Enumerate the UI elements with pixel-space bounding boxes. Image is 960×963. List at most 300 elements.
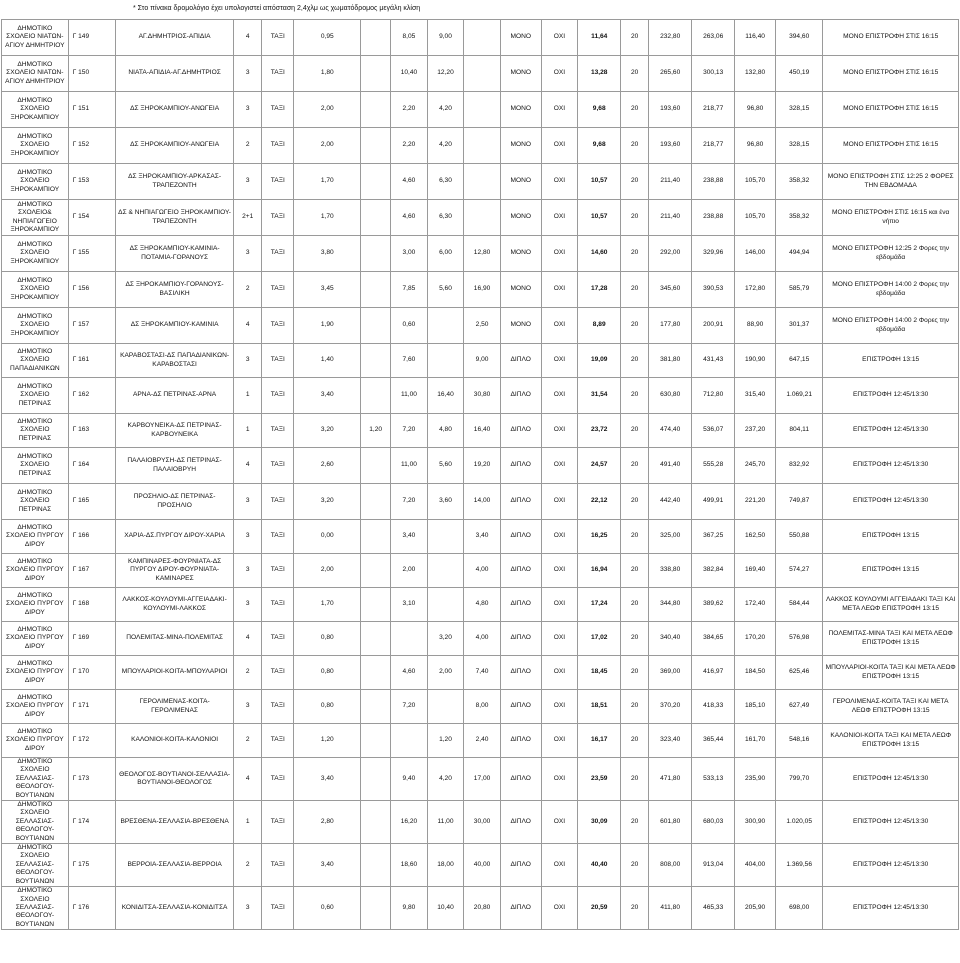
cell-cost-3: 96,80 <box>735 92 776 128</box>
table-row <box>2 414 959 448</box>
cell-vehicle: ΤΑΞΙ <box>262 56 294 92</box>
cell-cost-4: 1.069,21 <box>776 378 823 414</box>
cell-dist-4 <box>427 588 464 622</box>
cell-dist-1: 1,70 <box>294 200 361 236</box>
cell-daily-km: 10,57 <box>578 164 621 200</box>
cell-cost-4: 328,15 <box>776 128 823 164</box>
cell-cost-4: 550,88 <box>776 520 823 554</box>
cell-route: ΓΕΡΟΛΙΜΕΝΑΣ-ΚΟΙΤΑ-ΓΕΡΟΛΙΜΕΝΑΣ <box>115 690 233 724</box>
cell-code: Γ 162 <box>68 378 115 414</box>
cell-notes: ΚΑΛΟΝΙΟΙ-ΚΟΙΤΑ ΤΑΞΙ ΚΑΙ ΜΕΤΑ ΛΕΩΦ ΕΠΙΣΤΡΟΦΗ 13:15 <box>823 724 959 758</box>
cell-cost-2: 536,07 <box>692 414 735 448</box>
cell-route: ΧΑΡΙΑ-ΔΣ.ΠΥΡΓΟΥ ΔΙΡΟΥ-ΧΑΡΙΑ <box>115 520 233 554</box>
cell-route: ΚΟΝΙΔΙΤΣΑ-ΣΕΛΛΑΣΙΑ-ΚΟΝΙΔΙΤΣΑ <box>115 887 233 930</box>
cell-cost-2: 533,13 <box>692 758 735 801</box>
cell-days: 20 <box>621 378 649 414</box>
cell-dist-5: 2,50 <box>464 308 501 344</box>
cell-dist-3 <box>391 622 428 656</box>
cell-dist-1: 3,80 <box>294 236 361 272</box>
cell-school: ΔΗΜΟΤΙΚΟ ΣΧΟΛΕΙΟ ΠΕΤΡΙΝΑΣ <box>2 414 69 448</box>
cell-cost-3: 162,50 <box>735 520 776 554</box>
cell-school: ΔΗΜΟΤΙΚΟ ΣΧΟΛΕΙΟ ΠΕΤΡΙΝΑΣ <box>2 378 69 414</box>
cell-trip-kind: ΔΙΠΛΟ <box>500 622 541 656</box>
cell-dist-5 <box>464 92 501 128</box>
cell-trip-kind: ΜΟΝΟ <box>500 236 541 272</box>
cell-cost-1: 411,80 <box>649 887 692 930</box>
cell-cost-1: 474,40 <box>649 414 692 448</box>
table-row <box>2 378 959 414</box>
cell-vehicle: ΤΑΞΙ <box>262 448 294 484</box>
cell-code: Γ 151 <box>68 92 115 128</box>
cell-cost-1: 630,80 <box>649 378 692 414</box>
cell-vehicle: ΤΑΞΙ <box>262 128 294 164</box>
cell-cost-3: 96,80 <box>735 128 776 164</box>
cell-cost-2: 389,62 <box>692 588 735 622</box>
cell-cost-4: 647,15 <box>776 344 823 378</box>
cell-cost-2: 416,97 <box>692 656 735 690</box>
cell-daily-km: 14,60 <box>578 236 621 272</box>
cell-dist-2 <box>361 622 391 656</box>
cell-dist-5: 30,00 <box>464 801 501 844</box>
cell-trip-kind: ΔΙΠΛΟ <box>500 448 541 484</box>
cell-route: ΒΡΕΣΘΕΝΑ-ΣΕΛΛΑΣΙΑ-ΒΡΕΣΘΕΝΑ <box>115 801 233 844</box>
cell-dist-4: 4,20 <box>427 128 464 164</box>
cell-dist-5: 20,80 <box>464 887 501 930</box>
cell-cost-1: 601,80 <box>649 801 692 844</box>
cell-trip-kind: ΔΙΠΛΟ <box>500 414 541 448</box>
cell-cost-1: 323,40 <box>649 724 692 758</box>
cell-trip-kind: ΜΟΝΟ <box>500 128 541 164</box>
cell-cost-2: 499,91 <box>692 484 735 520</box>
cell-days: 20 <box>621 554 649 588</box>
cell-route: ΝΙΑΤΑ-ΑΠΙΔΙΑ-ΑΓ.ΔΗΜΗΤΡΙΟΣ <box>115 56 233 92</box>
cell-trip-kind: ΔΙΠΛΟ <box>500 844 541 887</box>
cell-dist-2 <box>361 554 391 588</box>
cell-cost-4: 584,44 <box>776 588 823 622</box>
cell-count: 2 <box>234 844 262 887</box>
cell-count: 1 <box>234 414 262 448</box>
cell-vehicle: ΤΑΞΙ <box>262 92 294 128</box>
cell-notes: ΜΟΝΟ ΕΠΙΣΤΡΟΦΗ 12:25 2 Φορες την εβδομάδα <box>823 236 959 272</box>
cell-dist-3: 4,60 <box>391 656 428 690</box>
cell-code: Γ 172 <box>68 724 115 758</box>
cell-flag: ΟΧΙ <box>541 344 578 378</box>
cell-trip-kind: ΔΙΠΛΟ <box>500 887 541 930</box>
table-row <box>2 520 959 554</box>
cell-dist-3: 2,20 <box>391 92 428 128</box>
cell-daily-km: 23,72 <box>578 414 621 448</box>
cell-flag: ΟΧΙ <box>541 56 578 92</box>
cell-days: 20 <box>621 801 649 844</box>
cell-cost-1: 442,40 <box>649 484 692 520</box>
cell-cost-2: 555,28 <box>692 448 735 484</box>
cell-cost-4: 627,49 <box>776 690 823 724</box>
cell-cost-3: 146,00 <box>735 236 776 272</box>
cell-cost-4: 1.369,56 <box>776 844 823 887</box>
cell-cost-1: 808,00 <box>649 844 692 887</box>
cell-code: Γ 176 <box>68 887 115 930</box>
cell-dist-1: 3,20 <box>294 484 361 520</box>
cell-daily-km: 16,25 <box>578 520 621 554</box>
cell-dist-1: 2,80 <box>294 801 361 844</box>
cell-dist-2 <box>361 588 391 622</box>
cell-daily-km: 24,57 <box>578 448 621 484</box>
cell-dist-2 <box>361 20 391 56</box>
cell-cost-3: 116,40 <box>735 20 776 56</box>
cell-notes: ΛΑΚΚΟΣ ΚΟΥΛΟΥΜΙ ΑΓΓΕΙΑΔΑΚΙ ΤΑΞΙ ΚΑΙ ΜΕΤΑ ΛΕΩΦ ΕΠΙΣΤΡΟΦΗ 13:15 <box>823 588 959 622</box>
cell-dist-4 <box>427 344 464 378</box>
cell-dist-4: 6,30 <box>427 200 464 236</box>
cell-count: 4 <box>234 448 262 484</box>
cell-dist-2 <box>361 724 391 758</box>
cell-vehicle: ΤΑΞΙ <box>262 236 294 272</box>
cell-dist-1: 1,20 <box>294 724 361 758</box>
cell-daily-km: 31,54 <box>578 378 621 414</box>
cell-dist-3: 3,10 <box>391 588 428 622</box>
cell-cost-3: 190,90 <box>735 344 776 378</box>
cell-cost-4: 450,19 <box>776 56 823 92</box>
cell-flag: ΟΧΙ <box>541 414 578 448</box>
cell-count: 3 <box>234 887 262 930</box>
cell-vehicle: ΤΑΞΙ <box>262 414 294 448</box>
cell-daily-km: 17,28 <box>578 272 621 308</box>
cell-dist-3: 18,60 <box>391 844 428 887</box>
cell-route: ΔΣ ΞΗΡΟΚΑΜΠΙΟΥ-ΚΑΜΙΝΙΑ <box>115 308 233 344</box>
cell-daily-km: 30,09 <box>578 801 621 844</box>
cell-dist-3: 0,60 <box>391 308 428 344</box>
cell-dist-1: 1,70 <box>294 588 361 622</box>
table-row <box>2 20 959 56</box>
cell-route: ΔΣ & ΝΗΠΙΑΓΩΓΕΙΟ ΞΗΡΟΚΑΜΠΙΟΥ-ΤΡΑΠΕΖΟΝΤΗ <box>115 200 233 236</box>
cell-school: ΔΗΜΟΤΙΚΟ ΣΧΟΛΕΙΟ ΞΗΡΟΚΑΜΠΙΟΥ <box>2 92 69 128</box>
cell-count: 4 <box>234 758 262 801</box>
table-row <box>2 448 959 484</box>
cell-days: 20 <box>621 758 649 801</box>
cell-vehicle: ΤΑΞΙ <box>262 887 294 930</box>
cell-notes: ΜΟΝΟ ΕΠΙΣΤΡΟΦΗ ΣΤΙΣ 16:15 <box>823 56 959 92</box>
cell-notes: ΕΠΙΣΤΡΟΦΗ 12:45/13:30 <box>823 484 959 520</box>
cell-vehicle: ΤΑΞΙ <box>262 200 294 236</box>
cell-trip-kind: ΔΙΠΛΟ <box>500 724 541 758</box>
cell-code: Γ 165 <box>68 484 115 520</box>
cell-cost-1: 211,40 <box>649 164 692 200</box>
cell-dist-2 <box>361 484 391 520</box>
cell-cost-3: 404,00 <box>735 844 776 887</box>
cell-cost-1: 292,00 <box>649 236 692 272</box>
cell-days: 20 <box>621 128 649 164</box>
cell-code: Γ 174 <box>68 801 115 844</box>
cell-daily-km: 16,94 <box>578 554 621 588</box>
cell-notes: ΕΠΙΣΤΡΟΦΗ 13:15 <box>823 554 959 588</box>
cell-days: 20 <box>621 414 649 448</box>
cell-route: ΔΣ ΞΗΡΟΚΑΜΠΙΟΥ-ΑΡΚΑΣΑΣ-ΤΡΑΠΕΖΟΝΤΗ <box>115 164 233 200</box>
cell-notes: ΕΠΙΣΤΡΟΦΗ 13:15 <box>823 520 959 554</box>
cell-daily-km: 9,68 <box>578 128 621 164</box>
cell-notes: ΜΟΝΟ ΕΠΙΣΤΡΟΦΗ ΣΤΙΣ 16:15 και ένα νήπιο <box>823 200 959 236</box>
cell-code: Γ 150 <box>68 56 115 92</box>
cell-count: 3 <box>234 520 262 554</box>
cell-count: 3 <box>234 554 262 588</box>
cell-cost-4: 585,79 <box>776 272 823 308</box>
cell-school: ΔΗΜΟΤΙΚΟ ΣΧΟΛΕΙΟ ΞΗΡΟΚΑΜΠΙΟΥ <box>2 272 69 308</box>
cell-vehicle: ΤΑΞΙ <box>262 588 294 622</box>
cell-cost-3: 300,90 <box>735 801 776 844</box>
cell-school: ΔΗΜΟΤΙΚΟ ΣΧΟΛΕΙΟ ΠΥΡΓΟΥ ΔΙΡΟΥ <box>2 690 69 724</box>
cell-school: ΔΗΜΟΤΙΚΟ ΣΧΟΛΕΙΟ ΠΑΠΑΔΙΑΝΙΚΩΝ <box>2 344 69 378</box>
cell-dist-3: 2,00 <box>391 554 428 588</box>
cell-cost-2: 913,04 <box>692 844 735 887</box>
cell-trip-kind: ΜΟΝΟ <box>500 56 541 92</box>
cell-dist-5 <box>464 56 501 92</box>
cell-school: ΔΗΜΟΤΙΚΟ ΣΧΟΛΕΙΟ ΠΕΤΡΙΝΑΣ <box>2 484 69 520</box>
cell-cost-4: 625,46 <box>776 656 823 690</box>
cell-school: ΔΗΜΟΤΙΚΟ ΣΧΟΛΕΙΟ ΞΗΡΟΚΑΜΠΙΟΥ <box>2 128 69 164</box>
cell-dist-5: 3,40 <box>464 520 501 554</box>
cell-dist-1: 2,00 <box>294 128 361 164</box>
cell-count: 1 <box>234 378 262 414</box>
table-row <box>2 887 959 930</box>
cell-route: ΘΕΟΛΟΓΟΣ-ΒΟΥΤΙΑΝΟΙ-ΣΕΛΛΑΣΙΑ-ΒΟΥΤΙΑΝΟΙ-ΘΕΟΛΟΓΟΣ <box>115 758 233 801</box>
cell-vehicle: ΤΑΞΙ <box>262 622 294 656</box>
cell-route: ΠΟΛΕΜΙΤΑΣ-ΜΙΝΑ-ΠΟΛΕΜΙΤΑΣ <box>115 622 233 656</box>
cell-dist-1: 0,80 <box>294 622 361 656</box>
cell-route: ΔΣ ΞΗΡΟΚΑΜΠΙΟΥ-ΑΝΩΓΕΙΑ <box>115 92 233 128</box>
cell-daily-km: 22,12 <box>578 484 621 520</box>
cell-dist-4: 3,60 <box>427 484 464 520</box>
cell-dist-4: 12,20 <box>427 56 464 92</box>
cell-dist-5: 14,00 <box>464 484 501 520</box>
cell-vehicle: ΤΑΞΙ <box>262 801 294 844</box>
cell-dist-1: 3,45 <box>294 272 361 308</box>
cell-count: 4 <box>234 622 262 656</box>
cell-dist-3: 4,60 <box>391 200 428 236</box>
cell-count: 3 <box>234 690 262 724</box>
cell-school: ΔΗΜΟΤΙΚΟ ΣΧΟΛΕΙΟ ΣΕΛΛΑΣΙΑΣ-ΘΕΟΛΟΓΟΥ-ΒΟΥΤΙΑΝΩΝ <box>2 887 69 930</box>
cell-cost-2: 712,80 <box>692 378 735 414</box>
cell-dist-1: 0,00 <box>294 520 361 554</box>
cell-notes: ΕΠΙΣΤΡΟΦΗ 12:45/13:30 <box>823 448 959 484</box>
cell-cost-2: 382,84 <box>692 554 735 588</box>
cell-dist-5: 4,00 <box>464 622 501 656</box>
cell-dist-1: 3,40 <box>294 378 361 414</box>
cell-dist-2 <box>361 520 391 554</box>
cell-dist-4: 16,40 <box>427 378 464 414</box>
cell-cost-2: 300,13 <box>692 56 735 92</box>
cell-notes: ΕΠΙΣΤΡΟΦΗ 12:45/13:30 <box>823 801 959 844</box>
cell-cost-2: 263,06 <box>692 20 735 56</box>
cell-code: Γ 168 <box>68 588 115 622</box>
cell-cost-3: 161,70 <box>735 724 776 758</box>
table-row <box>2 554 959 588</box>
cell-route: ΑΓ.ΔΗΜΗΤΡΙΟΣ-ΑΠΙΔΙΑ <box>115 20 233 56</box>
cell-cost-1: 193,60 <box>649 128 692 164</box>
cell-cost-3: 245,70 <box>735 448 776 484</box>
cell-cost-4: 548,16 <box>776 724 823 758</box>
cell-dist-4: 3,20 <box>427 622 464 656</box>
cell-count: 1 <box>234 801 262 844</box>
cell-code: Γ 155 <box>68 236 115 272</box>
cell-days: 20 <box>621 622 649 656</box>
cell-flag: ΟΧΙ <box>541 308 578 344</box>
cell-school: ΔΗΜΟΤΙΚΟ ΣΧΟΛΕΙΟ ΠΥΡΓΟΥ ΔΙΡΟΥ <box>2 724 69 758</box>
cell-dist-2 <box>361 236 391 272</box>
cell-days: 20 <box>621 308 649 344</box>
cell-school: ΔΗΜΟΤΙΚΟ ΣΧΟΛΕΙΟ& ΝΗΠΙΑΓΩΓΕΙΟ ΞΗΡΟΚΑΜΠΙΟΥ <box>2 200 69 236</box>
cell-dist-5 <box>464 164 501 200</box>
cell-route: ΠΑΛΑΙΟΒΡΥΣΗ-ΔΣ ΠΕΤΡΙΝΑΣ-ΠΑΛΑΙΟΒΡΥΗ <box>115 448 233 484</box>
cell-cost-1: 340,40 <box>649 622 692 656</box>
cell-dist-2 <box>361 272 391 308</box>
cell-dist-2 <box>361 656 391 690</box>
cell-code: Γ 164 <box>68 448 115 484</box>
cell-days: 20 <box>621 56 649 92</box>
cell-cost-2: 390,53 <box>692 272 735 308</box>
cell-cost-2: 365,44 <box>692 724 735 758</box>
cell-vehicle: ΤΑΞΙ <box>262 272 294 308</box>
cell-dist-5: 12,80 <box>464 236 501 272</box>
cell-school: ΔΗΜΟΤΙΚΟ ΣΧΟΛΕΙΟ ΠΥΡΓΟΥ ΔΙΡΟΥ <box>2 656 69 690</box>
cell-dist-4: 4,20 <box>427 758 464 801</box>
cell-cost-4: 832,92 <box>776 448 823 484</box>
cell-dist-3: 9,40 <box>391 758 428 801</box>
cell-dist-2 <box>361 758 391 801</box>
cell-flag: ΟΧΙ <box>541 200 578 236</box>
cell-daily-km: 8,89 <box>578 308 621 344</box>
cell-flag: ΟΧΙ <box>541 272 578 308</box>
cell-dist-2 <box>361 56 391 92</box>
cell-cost-4: 494,94 <box>776 236 823 272</box>
cell-days: 20 <box>621 236 649 272</box>
cell-dist-1: 1,80 <box>294 56 361 92</box>
cell-dist-2 <box>361 308 391 344</box>
cell-flag: ΟΧΙ <box>541 92 578 128</box>
cell-trip-kind: ΔΙΠΛΟ <box>500 378 541 414</box>
cell-cost-3: 185,10 <box>735 690 776 724</box>
cell-dist-4 <box>427 520 464 554</box>
cell-count: 4 <box>234 20 262 56</box>
cell-dist-4 <box>427 554 464 588</box>
cell-days: 20 <box>621 164 649 200</box>
cell-daily-km: 17,02 <box>578 622 621 656</box>
cell-notes: ΜΟΝΟ ΕΠΙΣΤΡΟΦΗ ΣΤΙΣ 16:15 <box>823 20 959 56</box>
cell-dist-3: 8,05 <box>391 20 428 56</box>
cell-daily-km: 11,64 <box>578 20 621 56</box>
cell-cost-4: 394,60 <box>776 20 823 56</box>
cell-days: 20 <box>621 724 649 758</box>
cell-dist-5: 16,40 <box>464 414 501 448</box>
cell-daily-km: 18,45 <box>578 656 621 690</box>
table-row <box>2 344 959 378</box>
cell-count: 2 <box>234 128 262 164</box>
cell-dist-4: 1,20 <box>427 724 464 758</box>
cell-code: Γ 156 <box>68 272 115 308</box>
cell-dist-4: 6,00 <box>427 236 464 272</box>
cell-flag: ΟΧΙ <box>541 690 578 724</box>
table-row <box>2 484 959 520</box>
cell-vehicle: ΤΑΞΙ <box>262 758 294 801</box>
cell-dist-2 <box>361 128 391 164</box>
cell-cost-4: 749,87 <box>776 484 823 520</box>
cell-route: ΔΣ ΞΗΡΟΚΑΜΠΙΟΥ-ΚΑΜΙΝΙΑ-ΠΟΤΑΜΙΑ-ΓΟΡΑΝΟΥΣ <box>115 236 233 272</box>
cell-trip-kind: ΔΙΠΛΟ <box>500 758 541 801</box>
cell-flag: ΟΧΙ <box>541 236 578 272</box>
cell-count: 3 <box>234 588 262 622</box>
cell-flag: ΟΧΙ <box>541 128 578 164</box>
cell-dist-4: 4,20 <box>427 92 464 128</box>
cell-cost-2: 680,03 <box>692 801 735 844</box>
cell-code: Γ 161 <box>68 344 115 378</box>
cell-notes: ΕΠΙΣΤΡΟΦΗ 12:45/13:30 <box>823 844 959 887</box>
cell-school: ΔΗΜΟΤΙΚΟ ΣΧΟΛΕΙΟ ΞΗΡΟΚΑΜΠΙΟΥ <box>2 236 69 272</box>
cell-vehicle: ΤΑΞΙ <box>262 520 294 554</box>
cell-notes: ΕΠΙΣΤΡΟΦΗ 12:45/13:30 <box>823 378 959 414</box>
cell-flag: ΟΧΙ <box>541 484 578 520</box>
cell-dist-1: 0,95 <box>294 20 361 56</box>
cell-days: 20 <box>621 200 649 236</box>
cell-cost-1: 471,80 <box>649 758 692 801</box>
cell-cost-4: 358,32 <box>776 164 823 200</box>
cell-school: ΔΗΜΟΤΙΚΟ ΣΧΟΛΕΙΟ ΣΕΛΛΑΣΙΑΣ-ΘΕΟΛΟΓΟΥ-ΒΟΥΤΙΑΝΩΝ <box>2 844 69 887</box>
table-row <box>2 92 959 128</box>
cell-dist-2 <box>361 801 391 844</box>
cell-dist-4: 10,40 <box>427 887 464 930</box>
table-row <box>2 801 959 844</box>
cell-count: 3 <box>234 344 262 378</box>
cell-count: 3 <box>234 484 262 520</box>
cell-flag: ΟΧΙ <box>541 844 578 887</box>
cell-notes: ΜΟΝΟ ΕΠΙΣΤΡΟΦΗ ΣΤΙΣ 16:15 <box>823 128 959 164</box>
cell-school: ΔΗΜΟΤΙΚΟ ΣΧΟΛΕΙΟ ΞΗΡΟΚΑΜΠΙΟΥ <box>2 164 69 200</box>
cell-flag: ΟΧΙ <box>541 887 578 930</box>
cell-cost-4: 698,00 <box>776 887 823 930</box>
cell-dist-1: 0,60 <box>294 887 361 930</box>
cell-dist-2 <box>361 164 391 200</box>
cell-daily-km: 9,68 <box>578 92 621 128</box>
cell-code: Γ 170 <box>68 656 115 690</box>
cell-school: ΔΗΜΟΤΙΚΟ ΣΧΟΛΕΙΟ ΠΥΡΓΟΥ ΔΙΡΟΥ <box>2 588 69 622</box>
cell-dist-1: 3,20 <box>294 414 361 448</box>
cell-dist-3: 11,00 <box>391 378 428 414</box>
cell-code: Γ 153 <box>68 164 115 200</box>
cell-dist-2 <box>361 448 391 484</box>
cell-flag: ΟΧΙ <box>541 554 578 588</box>
cell-cost-3: 170,20 <box>735 622 776 656</box>
cell-flag: ΟΧΙ <box>541 378 578 414</box>
cell-daily-km: 17,24 <box>578 588 621 622</box>
top-note: * Στο πίνακα δρομολόγιο έχει υπολογιστεί απόσταση 2,4χλμ ως χωματόδρομος μεγάλη κλίση <box>133 5 421 12</box>
cell-route: ΔΣ ΞΗΡΟΚΑΜΠΙΟΥ-ΓΟΡΑΝΟΥΣ-ΒΑΣΙΛΙΚΗ <box>115 272 233 308</box>
cell-cost-2: 431,43 <box>692 344 735 378</box>
cell-trip-kind: ΔΙΠΛΟ <box>500 520 541 554</box>
cell-cost-1: 211,40 <box>649 200 692 236</box>
table-row <box>2 308 959 344</box>
table-row <box>2 656 959 690</box>
cell-daily-km: 20,59 <box>578 887 621 930</box>
cell-cost-2: 238,88 <box>692 200 735 236</box>
cell-dist-4: 5,60 <box>427 272 464 308</box>
cell-dist-3: 2,20 <box>391 128 428 164</box>
table-row <box>2 758 959 801</box>
cell-dist-4: 18,00 <box>427 844 464 887</box>
table-row <box>2 200 959 236</box>
cell-cost-1: 345,60 <box>649 272 692 308</box>
cell-notes: ΕΠΙΣΤΡΟΦΗ 12:45/13:30 <box>823 887 959 930</box>
cell-count: 3 <box>234 92 262 128</box>
cell-days: 20 <box>621 690 649 724</box>
table-row <box>2 690 959 724</box>
cell-count: 2 <box>234 724 262 758</box>
cell-days: 20 <box>621 887 649 930</box>
